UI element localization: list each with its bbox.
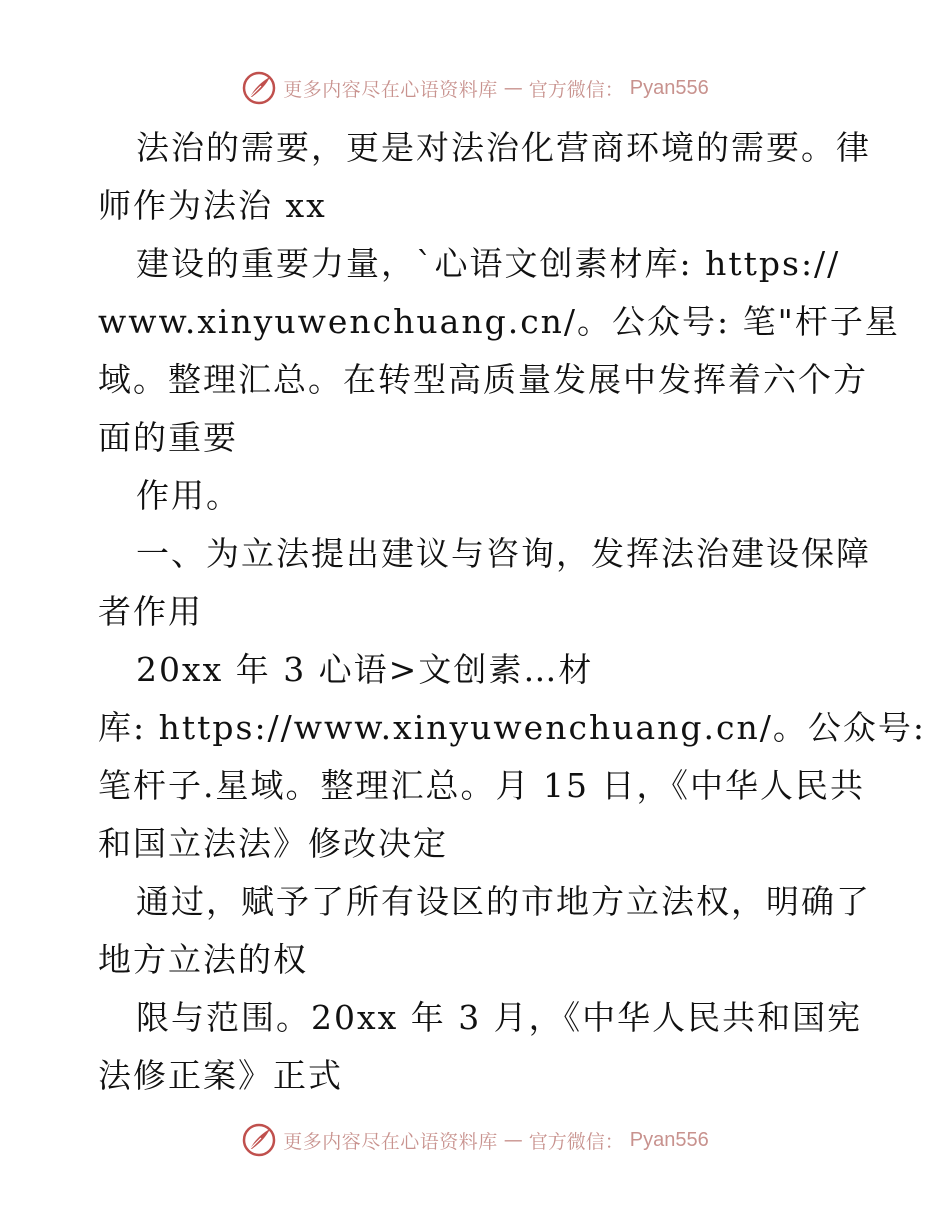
body-line: 法治的需要，更是对法治化营商环境的需要。律	[136, 128, 871, 167]
watermark-wechat-label: 官方微信：	[528, 78, 624, 101]
body-line: 建设的重要力量，`心语文创素材库: https://	[136, 244, 841, 283]
header-watermark	[0, 68, 950, 108]
body-line: 地方立法的权	[98, 940, 308, 979]
watermark-wechat-id: Pyan556	[629, 76, 709, 99]
body-line: 域。整理汇总。在转型高质量发展中发挥着六个方	[98, 360, 868, 399]
feather-pen-logo-icon	[241, 70, 277, 106]
watermark-separator: —	[503, 77, 523, 99]
watermark-wechat-label: 官方微信：	[528, 1130, 624, 1153]
watermark-separator: —	[503, 1129, 523, 1151]
body-line: 通过，赋予了所有设区的市地方立法权，明确了	[136, 882, 871, 921]
watermark-text: 更多内容尽在心语资料库	[283, 1130, 498, 1153]
watermark-text: 更多内容尽在心语资料库	[283, 78, 498, 101]
body-line: 和国立法法》修改决定	[98, 824, 448, 863]
section-heading: 者作用	[98, 592, 203, 631]
body-line: 限与范围。20xx 年 3 月，《中华人民共和国宪	[136, 998, 863, 1037]
body-line: 作用。	[136, 476, 241, 515]
body-line: 笔杆子.星域。整理汇总。月 15 日，《中华人民共	[98, 766, 865, 805]
watermark-wechat-id: Pyan556	[629, 1128, 709, 1151]
feather-pen-logo-icon	[241, 1122, 277, 1158]
body-line: 师作为法治 xx	[98, 186, 327, 225]
section-heading: 一、为立法提出建议与咨询，发挥法治建设保障	[136, 534, 871, 573]
body-line: 法修正案》正式	[98, 1056, 343, 1095]
body-line: 20xx 年 3 心语>文创素…材	[136, 650, 594, 689]
footer-watermark	[0, 1120, 950, 1160]
body-line: 库: https://www.xinyuwenchuang.cn/。公众号:	[98, 708, 926, 747]
body-line: www.xinyuwenchuang.cn/。公众号: 笔"杆子星	[98, 302, 900, 341]
body-line: 面的重要	[98, 418, 238, 457]
